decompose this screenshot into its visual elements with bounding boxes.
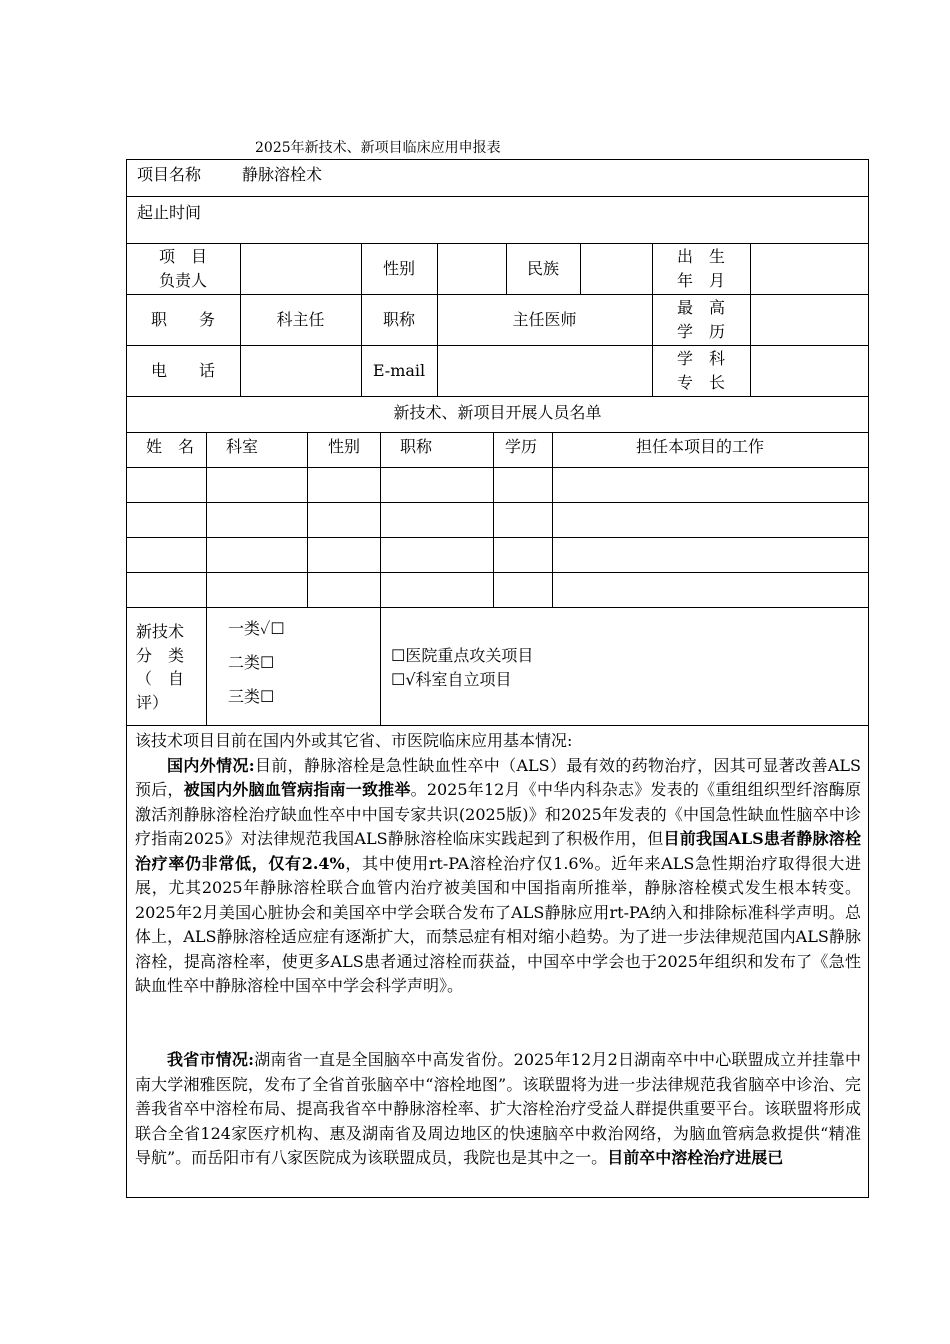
form-title: 2025年新技术、新项目临床应用申报表 — [255, 140, 501, 156]
specialty-label-line: 学 科 — [676, 349, 725, 368]
row-divider — [126, 502, 869, 503]
col-divider — [380, 607, 381, 725]
province-paragraph — [135, 1048, 861, 1195]
col-divider — [493, 432, 494, 607]
col-divider — [552, 432, 553, 607]
domestic-text: 目前，静脉溶栓是急性缺血性卒中（ALS）最有效的药物治疗，因其可显著改善ALS预后， — [135, 755, 861, 799]
staff-header-role: 担任本项目的工作 — [636, 437, 765, 456]
staff-header-gender: 性别 — [328, 437, 361, 456]
specialty-label — [652, 347, 750, 395]
post-label: 职 务 — [150, 310, 215, 329]
category-option-1[interactable]: 一类✓☐ — [228, 619, 285, 638]
title-label: 职称 — [382, 310, 415, 329]
category-option-2[interactable]: 二类☐ — [228, 653, 275, 672]
project-name-label: 项目名称 — [137, 165, 202, 184]
post-value: 科主任 — [276, 310, 325, 329]
row-divider — [126, 607, 869, 608]
province-text: 湖南省一直是全国脑卒中高发省份。2025年12月2日湖南卒中中心联盟成立并挂靠中南大学湘雅医院，发布了全省首张脑卒中“溶栓地图”。该联盟将为进一步法律规范我省脑卒中诊治、完善我省卒中溶栓布局、提高我省卒中静脉溶栓率、扩大溶栓治疗受益人群提供重要平台。该联盟将形成联合全省124家医疗机构、惠及湖南省及周边地区的快速脑卒中救治网络，为脑血管病急救提供“精准导航”。而岳阳市有八家医院成为该联盟成员，我院也是其中之一。 — [135, 1050, 861, 1167]
staff-section-title: 新技术、新项目开展人员名单 — [393, 403, 602, 422]
domestic-highlight: 被国内外脑血管病指南一致推举 — [183, 780, 411, 799]
category-label-line: 分 类 — [136, 645, 185, 665]
domestic-paragraph — [135, 754, 861, 999]
birth-label — [652, 245, 750, 293]
domestic-label: 国内外情况: — [167, 755, 255, 775]
row-divider — [126, 725, 869, 726]
education-label — [652, 296, 750, 344]
specialty-label-line: 专 长 — [676, 373, 725, 392]
leader-label-line: 项 目 — [158, 247, 207, 266]
col-divider — [206, 607, 207, 725]
birth-label-line: 出 生 — [676, 247, 725, 266]
leader-label — [126, 245, 240, 293]
row-divider — [126, 467, 869, 468]
row-divider — [126, 537, 869, 538]
birth-label-line: 年 月 — [676, 271, 725, 290]
project-name-value: 静脉溶栓术 — [242, 165, 323, 184]
staff-header-name: 姓 名 — [146, 437, 195, 456]
row-divider — [126, 345, 869, 346]
education-label-line: 最 高 — [676, 298, 725, 317]
category-label-line: 新技术 — [136, 622, 185, 641]
col-divider — [307, 432, 308, 607]
col-divider — [380, 432, 381, 607]
col-divider — [206, 432, 207, 607]
staff-header-education: 学历 — [505, 437, 538, 456]
category-label — [136, 620, 202, 714]
domestic-text: ，其中使用rt-PA溶栓治疗仅1.6%。近年来ALS急性期治疗取得很大进展，尤其2025年静脉溶栓联合血管内治疗被美国和中国指南所推举，静脉溶栓模式发生根本转变。2025年2月美国心脏协会和美国卒中学会联合发布了ALS静脉应用rt-PA纳入和排除标准科学声明。总体上，ALS静脉溶栓适应症有逐渐扩大，而禁忌症有相对缩小趋势。为了进一步法律规范国内ALS静脉溶栓，提高溶栓率，使更多ALS患者通过溶栓而获益，中国卒中学会也于2025年组织和发布了《急性缺血性卒中静脉溶栓中国卒中学会科学声明》。 — [135, 853, 861, 995]
period-label: 起止时间 — [137, 203, 202, 222]
focus-option-department[interactable]: ☐√科室自立项目 — [391, 670, 512, 689]
education-label-line: 学 历 — [676, 322, 725, 341]
col-divider — [750, 243, 751, 396]
phone-label: 电 话 — [150, 361, 215, 380]
email-label: E-mail — [372, 361, 426, 380]
row-divider — [126, 243, 869, 244]
province-label: 我省市情况: — [167, 1050, 254, 1069]
province-highlight: 目前卒中溶栓治疗进展已 — [607, 1148, 784, 1167]
row-divider — [126, 396, 869, 397]
row-divider — [126, 572, 869, 573]
row-divider — [126, 432, 869, 433]
col-divider — [580, 243, 581, 294]
category-option-3[interactable]: 三类☐ — [228, 687, 275, 706]
domestic-highlight: 目前我国ALS患者静脉溶栓治疗率仍非常低，仅有2.4% — [135, 829, 861, 873]
gender-label: 性别 — [382, 259, 415, 278]
category-label-line: 评） — [136, 692, 169, 712]
staff-header-department: 科室 — [226, 437, 259, 456]
category-label-line: （ 自 — [136, 669, 185, 688]
domestic-text: 。2025年12月《中华内科杂志》发表的《重组组织型纤溶酶原激活剂静脉溶栓治疗缺血性卒中中国专家共识(2025版)》和2025年发表的《中国急性缺血性脑卒中诊疗指南2025》对法律规范我国ALS静脉溶栓临床实践起到了积极作用，但 — [135, 780, 861, 848]
row-divider — [126, 196, 869, 197]
row-divider — [126, 294, 869, 295]
status-intro: 该技术项目目前在国内外或其它省、市医院临床应用基本情况: — [135, 731, 573, 750]
focus-option-hospital[interactable]: ☐医院重点攻关项目 — [391, 646, 534, 665]
title-value: 主任医师 — [512, 310, 577, 329]
ethnicity-label: 民族 — [526, 259, 559, 278]
leader-label-line: 负责人 — [158, 271, 207, 290]
staff-header-title: 职称 — [400, 437, 433, 456]
